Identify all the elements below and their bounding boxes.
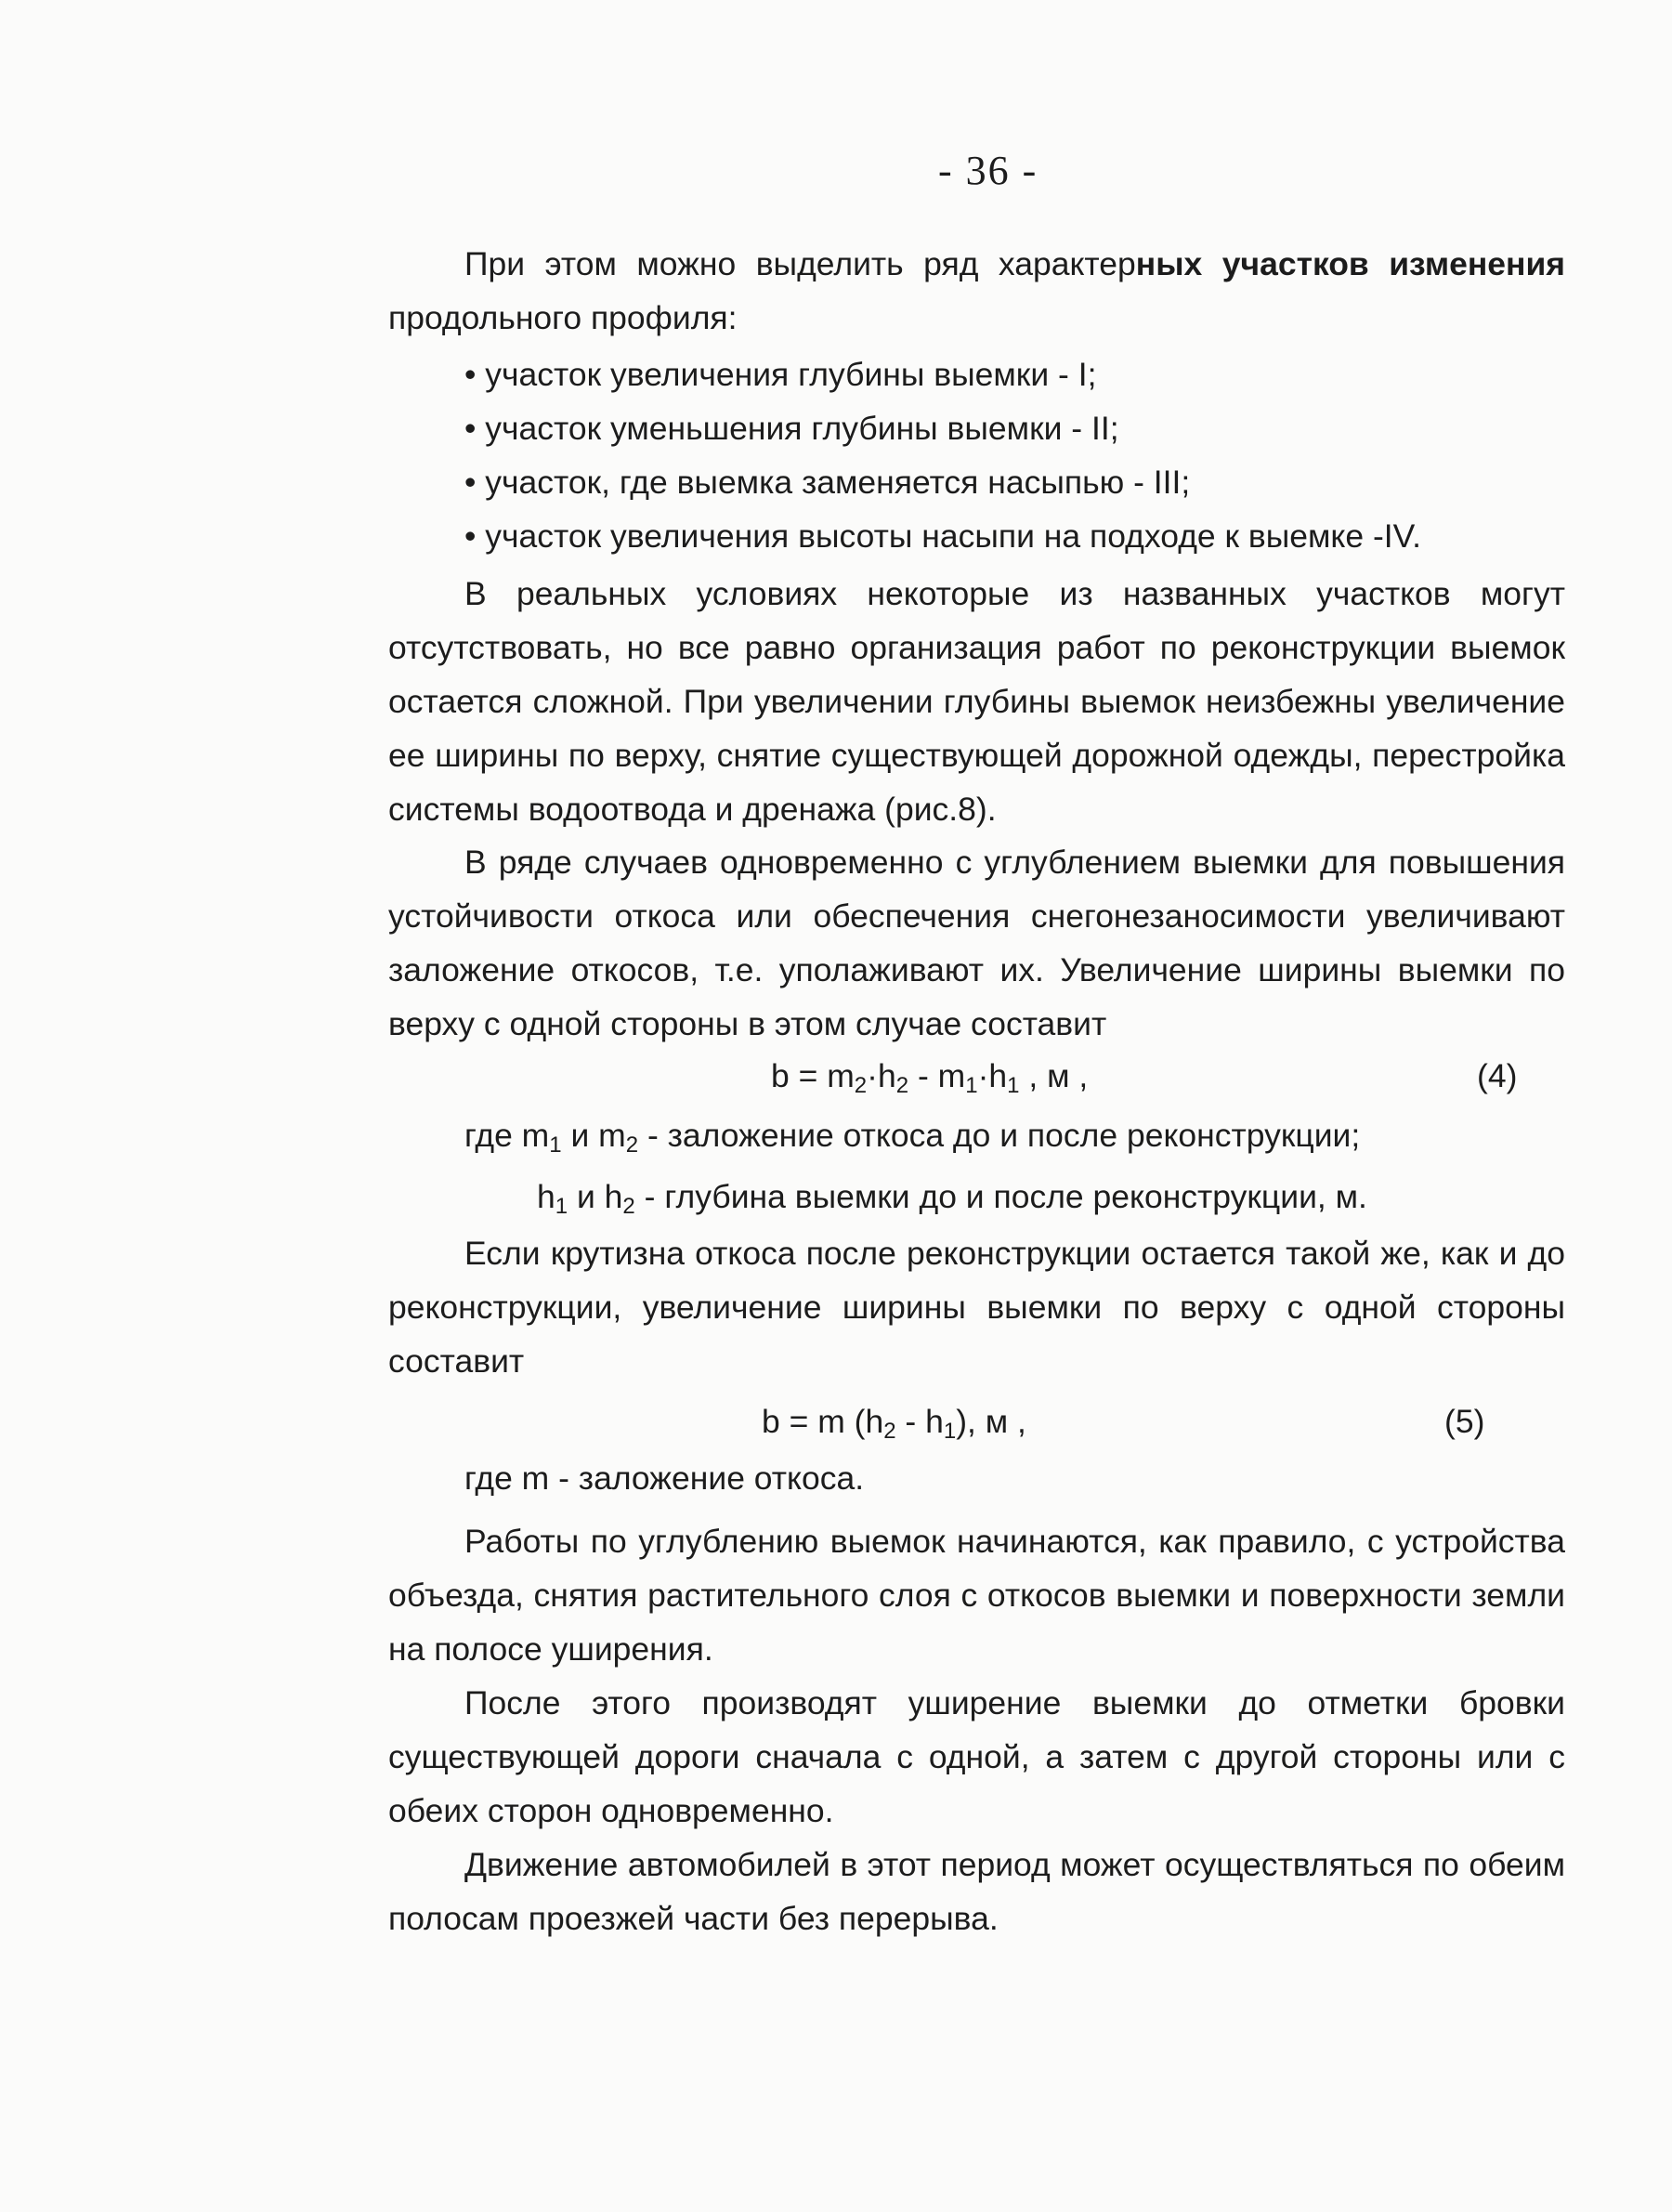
definition-text: и m [561, 1117, 626, 1154]
definition-sub: 2 [625, 1132, 639, 1158]
formula-text: - m [908, 1057, 966, 1094]
definition-text: где m [464, 1117, 550, 1154]
formula-sub: 1 [965, 1073, 978, 1098]
formula-5 [762, 1403, 1026, 1444]
formula-text: ·h [867, 1057, 896, 1094]
paragraph-4: Работы по углублению выемок начинаются, как правило, с устройства объезда, снятия растительного слоя с откосов выемки и поверхности земли на полосе уширения. [388, 1523, 1565, 1668]
intro-paragraph [388, 237, 1565, 345]
intro-text-bold: ных участков изменения [1135, 245, 1565, 282]
paragraph-1: В реальных условиях некоторые из названных участков могут отсутствовать, но все равно организация работ по реконструкции выемок остается сложной. При увеличении глубины выемок неизбежны увеличение ее ширины по верху, снятие существующей дорожной одежды, перестройка системы водоотвода и дренажа (рис.8). [388, 575, 1565, 828]
paragraph-3: Если крутизна откоса после реконструкции остается такой же, как и до реконструкции, увеличение ширины выемки по верху с одной стороны составит [388, 1235, 1565, 1380]
definition-sub: 1 [555, 1194, 568, 1219]
formula-sub: 2 [854, 1073, 868, 1098]
definition-text: - заложение откоса до и после реконструкции; [638, 1117, 1361, 1154]
formula-4 [771, 1057, 1089, 1098]
paragraph-5: После этого производят уширение выемки до отметки бровки существующей дороги сначала с одной, а затем с другой стороны или с обеих сторон одновременно. [388, 1684, 1565, 1829]
definition-m [464, 1117, 1361, 1158]
equation-number-5: (5) [1444, 1403, 1485, 1440]
equation-number-4: (4) [1477, 1057, 1518, 1094]
formula-text: b = m [771, 1057, 855, 1094]
intro-text: При этом можно выделить ряд характер [464, 245, 1136, 282]
definition-text: h [537, 1178, 555, 1215]
paragraph-6: Движение автомобилей в этот период может осуществляться по обеим полосам проезжей части без перерыва. [388, 1846, 1565, 1937]
bullet-list [464, 347, 1421, 563]
formula-text: - h [895, 1403, 944, 1440]
formula-text: , м , [1019, 1057, 1089, 1094]
formula-sub: 2 [895, 1073, 909, 1098]
list-item: • участок увеличения глубины выемки - I; [464, 356, 1097, 393]
definition-sub: 1 [549, 1132, 562, 1158]
intro-text-tail: продольного профиля: [388, 299, 738, 336]
formula-text: b = m (h [762, 1403, 884, 1440]
formula-text: ), м , [956, 1403, 1026, 1440]
list-item: • участок, где выемка заменяется насыпью - III; [464, 464, 1191, 501]
definition-text: - глубина выемки до и после реконструкции, м. [634, 1178, 1367, 1215]
formula-sub: 1 [943, 1419, 957, 1444]
definition-m-5: где m - заложение откоса. [464, 1459, 865, 1497]
list-item: • участок уменьшения глубины выемки - II; [464, 410, 1119, 447]
formula-sub: 2 [883, 1419, 896, 1444]
paragraph-2: В ряде случаев одновременно с углублением выемки для повышения устойчивости откоса или обеспечения снегонезаносимости увеличивают заложение откосов, т.е. уполаживают их. Увеличение ширины выемки по верху с одной стороны в этом случае составит [388, 844, 1565, 1042]
list-item: • участок увеличения высоты насыпи на подходе к выемке -IV. [464, 517, 1421, 555]
definition-h [537, 1178, 1367, 1219]
formula-text: ·h [977, 1057, 1008, 1094]
formula-sub: 1 [1007, 1073, 1020, 1098]
page-number: - 36 - [938, 148, 1038, 193]
definition-text: и h [568, 1178, 623, 1215]
definition-sub: 2 [622, 1194, 635, 1219]
